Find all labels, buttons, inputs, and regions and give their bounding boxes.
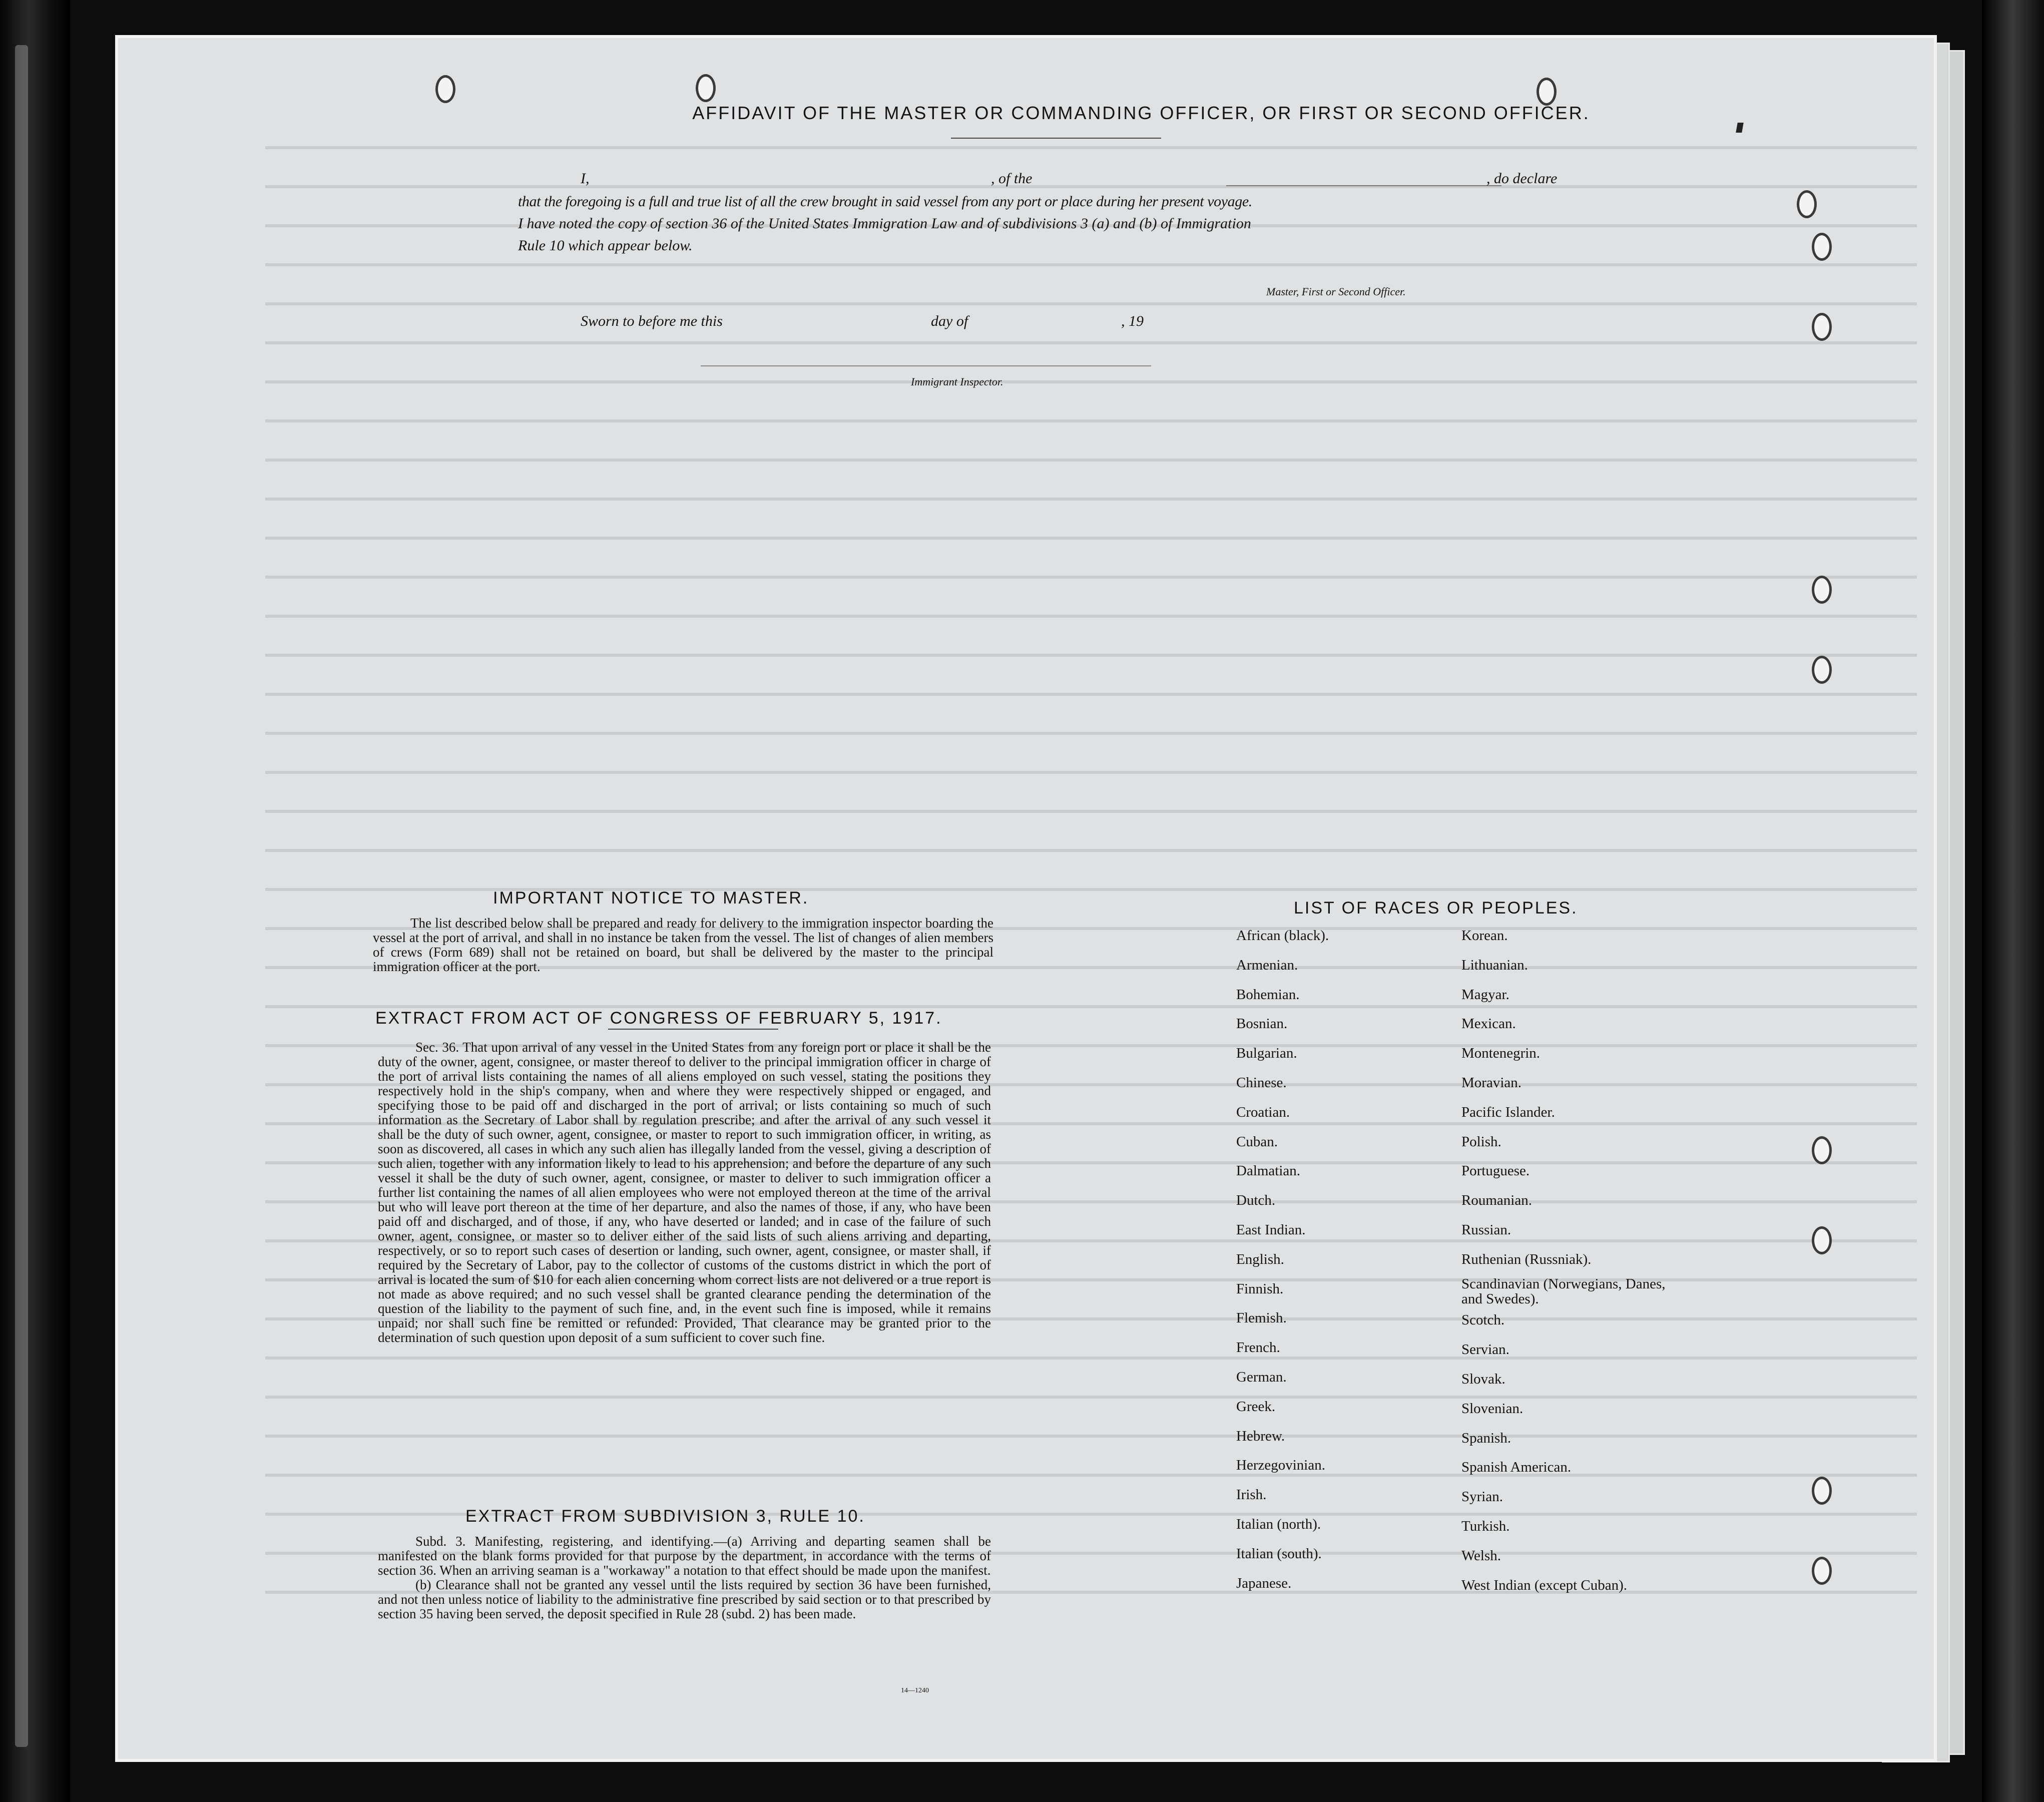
- notice-paragraph: The list described below shall be prepared and ready for delivery to the immigration inspector boarding the vessel at the port of arrival, and shall in no instance be taken from the vessel. The list of changes of alien members of crews (Form 689) shall not be retained on board, but shall be delivered by the master to the principal immigration officer at the port.: [373, 916, 993, 974]
- races-list-left: [1236, 921, 1329, 1598]
- punch-hole: [1812, 1477, 1832, 1505]
- races-list-right: [1461, 921, 1682, 1600]
- punch-hole: [1812, 313, 1832, 341]
- race-item: African (black).: [1236, 928, 1329, 944]
- race-item: Syrian.: [1461, 1489, 1503, 1505]
- race-item: Ruthenian (Russniak).: [1461, 1251, 1592, 1267]
- race-item: Polish.: [1461, 1133, 1501, 1150]
- race-item: Herzegovinian.: [1236, 1457, 1325, 1474]
- race-item: Bulgarian.: [1236, 1045, 1297, 1062]
- race-item: Welsh.: [1461, 1547, 1501, 1564]
- race-item: Dutch.: [1236, 1192, 1276, 1209]
- race-item: Russian.: [1461, 1221, 1511, 1238]
- race-item: Cuban.: [1236, 1133, 1278, 1150]
- race-item: Moravian.: [1461, 1074, 1521, 1091]
- race-item: Spanish American.: [1461, 1459, 1572, 1476]
- affidavit-title: AFFIDAVIT OF THE MASTER OR COMMANDING OFFICER, OR FIRST OR SECOND OFFICER.: [692, 103, 1590, 123]
- races-heading: LIST OF RACES OR PEOPLES.: [1294, 898, 1578, 918]
- race-item: Dalmatian.: [1236, 1163, 1301, 1179]
- race-item: Slovak.: [1461, 1371, 1505, 1387]
- race-item: Bosnian.: [1236, 1016, 1288, 1032]
- race-item: Flemish.: [1236, 1310, 1287, 1326]
- race-item: Korean.: [1461, 928, 1508, 944]
- race-item: Mexican.: [1461, 1016, 1516, 1032]
- sworn-label: Sworn to before me this: [581, 313, 723, 329]
- affidavit-line-4: Rule 10 which appear below.: [518, 237, 693, 254]
- race-item: Chinese.: [1236, 1074, 1287, 1091]
- declarant-label: I,: [581, 170, 590, 187]
- year-label: , 19: [1121, 313, 1144, 329]
- binder-strap: [15, 45, 28, 1747]
- act-extract-heading: EXTRACT FROM ACT OF CONGRESS OF FEBRUARY 5, 1917.: [375, 1009, 942, 1028]
- rule-extract-heading: EXTRACT FROM SUBDIVISION 3, RULE 10.: [465, 1507, 865, 1526]
- race-item: Servian.: [1461, 1341, 1509, 1358]
- rule-extract-body: [378, 1534, 991, 1621]
- race-item: Turkish.: [1461, 1518, 1510, 1534]
- race-item: West Indian (except Cuban).: [1461, 1577, 1628, 1593]
- race-item: Lithuanian.: [1461, 957, 1528, 973]
- race-item: Portuguese.: [1461, 1163, 1530, 1179]
- race-item: Italian (north).: [1236, 1516, 1321, 1532]
- affidavit-line-3: I have noted the copy of section 36 of the United States Immigration Law and of subdivisions 3 (a) and (b) of Immigration: [518, 215, 1251, 232]
- race-item: Slovenian.: [1461, 1400, 1523, 1417]
- race-item: Hebrew.: [1236, 1428, 1285, 1444]
- race-item: Japanese.: [1236, 1575, 1292, 1591]
- vessel-blank: [1226, 185, 1501, 186]
- form-number: 14—1240: [901, 1687, 929, 1694]
- race-item: Finnish.: [1236, 1280, 1284, 1297]
- race-item: Scandinavian (Norwegians, Danes, and Swedes).: [1461, 1275, 1666, 1307]
- race-item: Spanish.: [1461, 1430, 1511, 1446]
- title-underline: [951, 138, 1161, 139]
- declare-label: , do declare: [1486, 170, 1558, 187]
- race-item: Italian (south).: [1236, 1545, 1322, 1562]
- race-item: French.: [1236, 1339, 1280, 1356]
- race-item: Magyar.: [1461, 986, 1509, 1003]
- race-item: Greek.: [1236, 1398, 1276, 1415]
- inspector-label: Immigrant Inspector.: [911, 375, 1003, 388]
- race-item: Montenegrin.: [1461, 1045, 1541, 1062]
- race-item: Croatian.: [1236, 1104, 1290, 1120]
- race-item: German.: [1236, 1369, 1287, 1385]
- race-item: Irish.: [1236, 1487, 1267, 1503]
- race-item: East Indian.: [1236, 1221, 1306, 1238]
- section-36-paragraph: Sec. 36. That upon arrival of any vessel in the United States from any foreign port or place it shall be the duty of the owner, agent, consignee, or master thereof to deliver to the principal immigration officer in charge of the port of arrival lists containing the names of all aliens employed on such vessel, stating the positions they respectively hold in the ship's company, when and where they were respectively shipped or engaged, and specifying those to be paid off and discharged in the port of arrival; or lists containing so much of such information as the Secretary of Labor shall by regulation prescribe; and after the arrival of any such vessel it shall be the duty of such owner, agent, consignee, or master to report to such immigration officer, in writing, as soon as discovered, all cases in which any such alien has illegally landed from the vessel, giving a description of such alien, together with any information likely to lead to his apprehension; and before the departure of any such vessel it shall be the duty of such owner, agent, consignee, or master to deliver to such immigration officer a further list containing the names of all alien employees who were not employed thereon at the time of the arrival but who will leave port thereon at the time of her departure, and also the names of those, if any, who have been paid off and discharged, and of those, if any, who have deserted or landed; and in case of the failure of such owner, agent, consignee, or master so to deliver either of the said lists of such aliens arriving and departing, respectively, or so to report such cases of desertion or landing, such owner, agent, consignee, or master shall, if required by the Secretary of Labor, pay to the collector of customs of the customs district in which the port of arrival is located the sum of $10 for each alien concerning whom correct lists are not delivered or a true report is not made as above required; and no such vessel shall be granted clearance pending the determination of the question of the liability to the payment of such fine, and, in the event such fine is imposed, while it remains unpaid; nor shall such fine be remitted or refunded: Provided, That clearance may be granted prior to the determination of such question upon deposit of a sum sufficient to cover such fine.: [378, 1040, 991, 1345]
- race-item: Bohemian.: [1236, 986, 1300, 1003]
- punch-hole: [1537, 78, 1557, 106]
- notice-heading: IMPORTANT NOTICE TO MASTER.: [493, 888, 809, 908]
- race-item: Roumanian.: [1461, 1192, 1532, 1209]
- binder-edge-left: [0, 0, 70, 1802]
- vessel-label: , of the: [991, 170, 1033, 187]
- binder-edge-right: [1982, 0, 2044, 1802]
- race-item: Armenian.: [1236, 957, 1298, 973]
- rule-paragraph-a: Subd. 3. Manifesting, registering, and identifying.—(a) Arriving and departing seamen shall be manifested on the blank forms provided for that purpose by the department, in accordance with the terms of section 36. When an arriving seaman is a "workaway" a notation to that effect should be made upon the manifest.: [378, 1534, 991, 1578]
- rule-paragraph-b: (b) Clearance shall not be granted any vessel until the lists required by section 36 have been furnished, and not then unless notice of liability to the administrative fine prescribed by said section or to that prescribed by section 35 having been served, the deposit specified in Rule 28 (subd. 2) has been made.: [378, 1577, 991, 1621]
- notice-body: [373, 916, 993, 974]
- punch-hole: [1812, 576, 1832, 604]
- inspector-signature-line: [701, 365, 1151, 366]
- act-extract-body: [378, 1040, 991, 1345]
- affidavit-line-2: that the foregoing is a full and true list of all the crew brought in said vessel from any port or place during her present voyage.: [518, 193, 1252, 210]
- race-item: Pacific Islander.: [1461, 1104, 1555, 1120]
- day-of-label: day of: [931, 313, 968, 329]
- punch-hole: [1797, 190, 1817, 218]
- race-item: English.: [1236, 1251, 1284, 1267]
- race-item: Scotch.: [1461, 1312, 1505, 1328]
- document-page: [115, 35, 1937, 1762]
- act-heading-underline: [608, 1029, 778, 1030]
- punch-hole: [1812, 1557, 1832, 1585]
- punch-hole: [1812, 1136, 1832, 1164]
- master-signature-label: Master, First or Second Officer.: [1266, 285, 1406, 298]
- punch-hole: [696, 74, 716, 102]
- punch-hole: [1812, 656, 1832, 684]
- punch-hole: [1812, 1226, 1832, 1254]
- punch-hole: [435, 75, 455, 103]
- punch-hole: [1812, 233, 1832, 261]
